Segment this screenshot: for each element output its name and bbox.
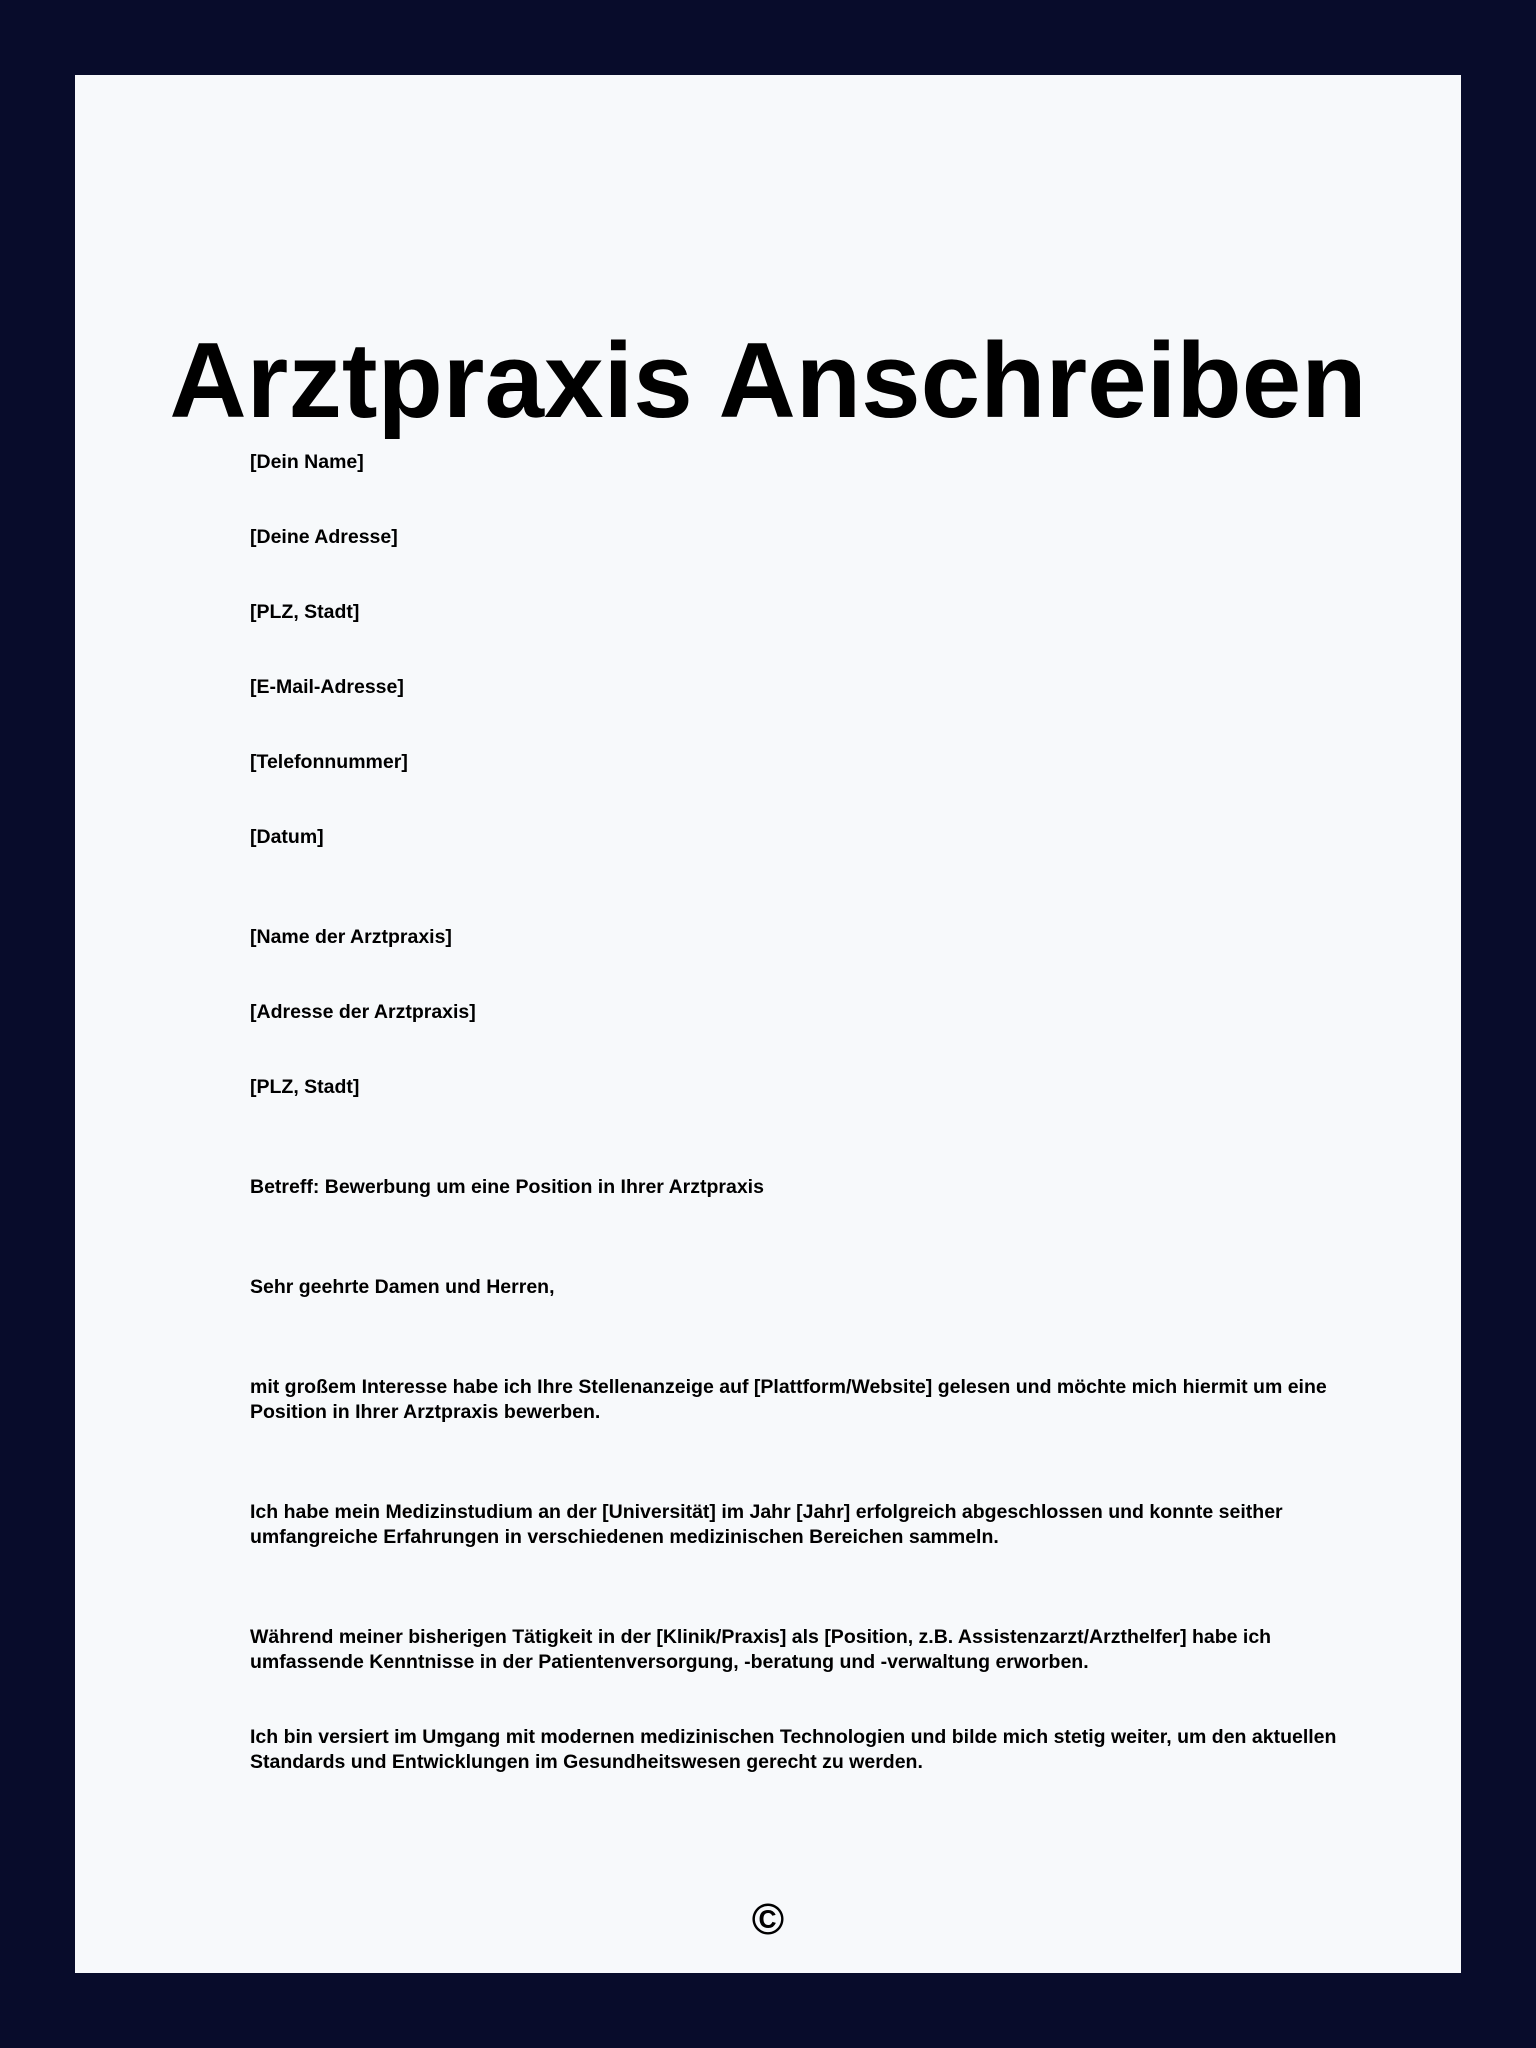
body-paragraph: mit großem Interesse habe ich Ihre Stellenanzeige auf [Plattform/Website] gelesen und möchte mich hiermit um eine Position in Ihrer Arztpraxis bewerben.: [250, 1376, 1327, 1423]
recipient-address: [Adresse der Arztpraxis]: [250, 1001, 476, 1023]
body-paragraph: Während meiner bisherigen Tätigkeit in der [Klinik/Praxis] als [Position, z.B. Assistenzarzt/Arzthelfer] habe ich umfassende Kenntnisse in der Patientenversorgung, -beratung und -verwaltung erworben.: [250, 1626, 1272, 1673]
body-paragraph: Ich bin versiert im Umgang mit modernen medizinischen Technologien und bilde mich stetig weiter, um den aktuellen Standards und Entwicklungen im Gesundheitswesen gerecht zu werden.: [250, 1726, 1337, 1773]
sender-phone: [Telefonnummer]: [250, 751, 408, 773]
sender-zip-city: [PLZ, Stadt]: [250, 601, 360, 623]
sender-name: [Dein Name]: [250, 451, 364, 473]
recipient-zip-city: [PLZ, Stadt]: [250, 1076, 360, 1098]
document-title: Arztpraxis Anschreiben: [169, 320, 1367, 440]
sender-address: [Deine Adresse]: [250, 526, 398, 548]
sender-email: [E-Mail-Adresse]: [250, 676, 404, 698]
letter-salutation: Sehr geehrte Damen und Herren,: [250, 1276, 555, 1298]
letter-date: [Datum]: [250, 826, 324, 848]
document-page: [75, 75, 1461, 1973]
body-paragraph: Ich habe mein Medizinstudium an der [Universität] im Jahr [Jahr] erfolgreich abgeschlossen und konnte seither umfangreiche Erfahrungen in verschiedenen medizinischen Bereichen sammeln.: [250, 1501, 1283, 1548]
recipient-name: [Name der Arztpraxis]: [250, 926, 452, 948]
letter-subject: Betreff: Bewerbung um eine Position in Ihrer Arztpraxis: [250, 1176, 764, 1198]
copyright-icon: ©: [751, 1895, 785, 1944]
